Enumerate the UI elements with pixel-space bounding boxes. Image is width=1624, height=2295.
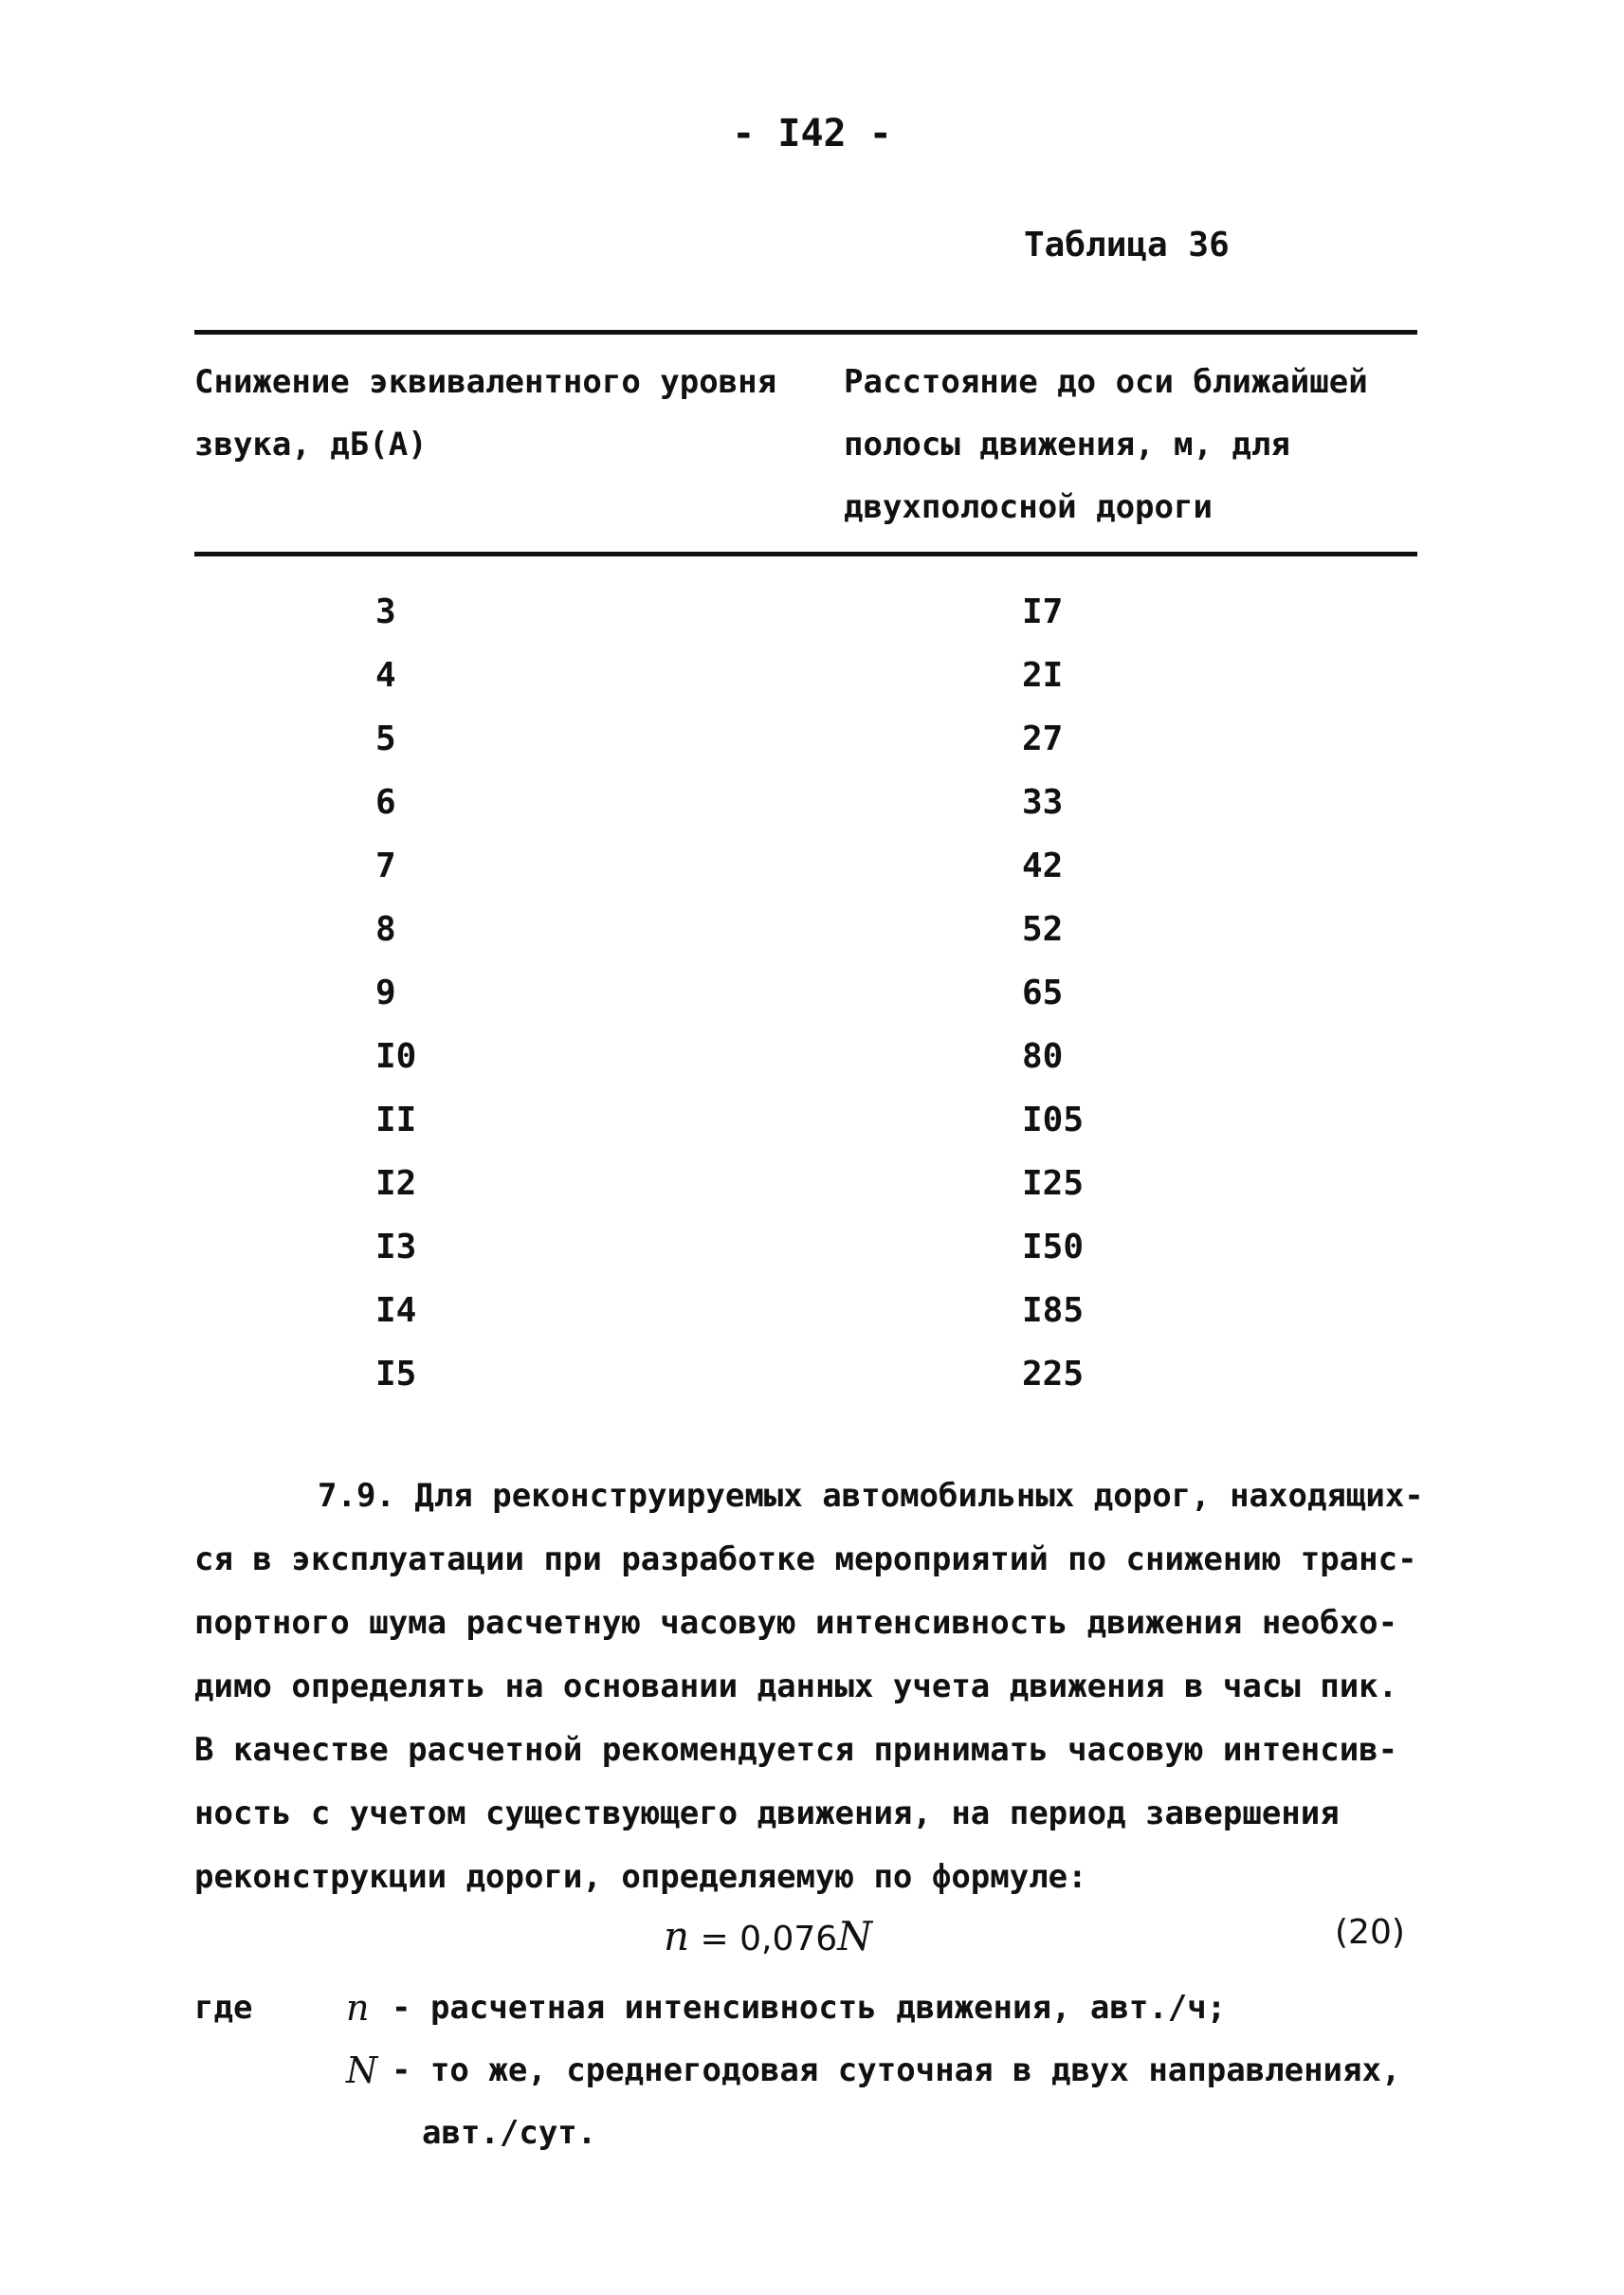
header-line: Снижение эквивалентного уровня [194,363,777,401]
legend-text: - то же, среднегодовая суточная в двух направлениях, [392,2051,1401,2089]
cell-reduction: 9 [375,974,396,1012]
legend-text: - расчетная интенсивность движения, авт./ч; [392,1989,1227,2027]
paragraph-line: реконструкции дороги, определяемую по формуле: [194,1858,1087,1896]
cell-distance: I50 [1022,1228,1085,1266]
table-row [0,1355,1624,1418]
table-top-rule [194,330,1417,335]
paragraph-line: В качестве расчетной рекомендуется принимать часовую интенсив- [194,1731,1398,1769]
body-paragraph [194,1465,1436,1909]
cell-reduction: I3 [375,1228,417,1266]
page-number: - I42 - [732,112,892,155]
table-row [0,1291,1624,1355]
cell-reduction: 8 [375,910,396,949]
legend-symbol: n [346,1987,370,2029]
cell-reduction: 5 [375,719,396,758]
table-row [0,847,1624,910]
table-row [0,1101,1624,1164]
header-line: полосы движения, м, для [844,426,1290,464]
cell-distance: 42 [1022,847,1064,885]
table-row [0,974,1624,1037]
table-row [0,719,1624,783]
formula-lhs: n [664,1913,690,1959]
cell-distance: 80 [1022,1037,1064,1076]
paragraph-line: портного шума расчетную часовую интенсивность движения необхо- [194,1604,1398,1642]
legend-symbol: N [346,2049,378,2091]
table-row [0,1037,1624,1101]
cell-reduction: 6 [375,783,396,822]
paragraph-line: 7.9. Для реконструируемых автомобильных дорог, находящих- [318,1477,1424,1515]
column-header-right [844,351,1432,538]
table-caption: Таблица 36 [1024,226,1230,264]
cell-reduction: I2 [375,1164,417,1203]
formula-expression [664,1913,872,1959]
cell-reduction: 4 [375,656,396,695]
header-line: звука, дБ(А) [194,426,428,464]
cell-reduction: 3 [375,592,396,631]
table-row [0,592,1624,656]
table-row [0,910,1624,974]
cell-reduction: I5 [375,1355,417,1393]
formula-number: (20) [1335,1913,1405,1952]
cell-distance: I7 [1022,592,1064,631]
paragraph-line: ся в эксплуатации при разработке мероприятий по снижению транс- [194,1540,1417,1578]
table-header-rule [194,552,1417,556]
cell-reduction: I0 [375,1037,417,1076]
header-line: Расстояние до оси ближайшей [844,363,1368,401]
table-row [0,1164,1624,1228]
cell-distance: 33 [1022,783,1064,822]
cell-distance: 65 [1022,974,1064,1012]
cell-reduction: 7 [375,847,396,885]
cell-reduction: I4 [375,1291,417,1330]
header-line: двухполосной дороги [844,488,1213,526]
cell-distance: I25 [1022,1164,1085,1203]
cell-distance: I05 [1022,1101,1085,1139]
table-row [0,783,1624,847]
legend-text: авт./сут. [422,2114,597,2152]
paragraph-line: димо определять на основании данных учета движения в часы пик. [194,1667,1398,1705]
table-body [0,592,1624,1418]
table-row [0,1228,1624,1291]
legend-where: где [194,1989,253,2027]
cell-distance: I85 [1022,1291,1085,1330]
cell-distance: 52 [1022,910,1064,949]
formula-coefficient: = 0,076 [689,1920,838,1958]
column-header-left [194,351,801,476]
cell-distance: 2I [1022,656,1064,695]
cell-distance: 27 [1022,719,1064,758]
cell-distance: 225 [1022,1355,1085,1393]
cell-reduction: II [375,1101,417,1139]
table-row [0,656,1624,719]
formula-variable: N [837,1913,872,1959]
paragraph-line: ность с учетом существующего движения, на период завершения [194,1794,1340,1832]
